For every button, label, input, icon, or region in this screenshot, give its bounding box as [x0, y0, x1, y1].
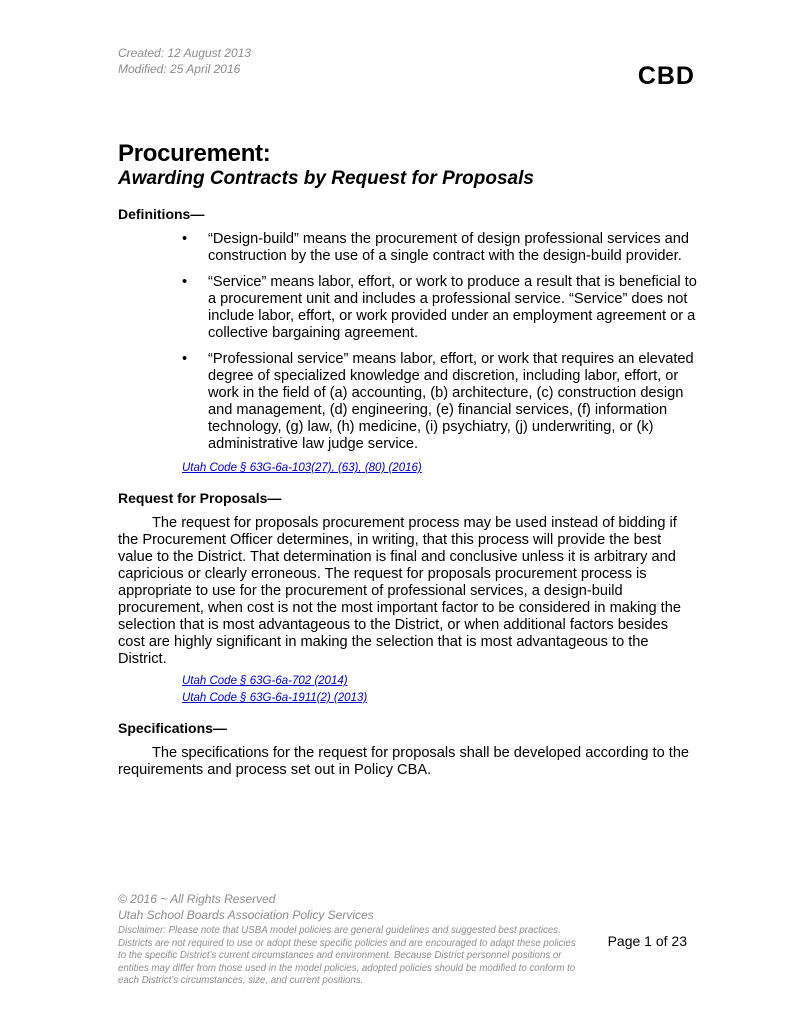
definitions-citation-block: [118, 459, 698, 476]
rfp-citation-link[interactable]: Utah Code § 63G-6a-1911(2) (2013): [182, 692, 368, 704]
organization-name: Utah School Boards Association Policy Services: [118, 908, 374, 922]
rfp-citations: [118, 672, 698, 706]
definitions-list: [118, 231, 698, 453]
definitions-heading: Definitions—: [118, 206, 205, 222]
page-number: Page 1 of 23: [607, 933, 687, 949]
rfp-heading: Request for Proposals—: [118, 490, 282, 506]
definition-item: • “Professional service” means labor, effort, or work that requires an elevated degree of specialized knowledge and discretion, including labor, effort, or work in the field of (a) accounting, (b) architecture, (c) construction design and management, (d) engineering, (e) financial services, (f) information technology, (g) law, (h) medicine, (i) psychiatry, (j) underwriting, or (k) administrative law judge service.: [208, 351, 698, 453]
specifications-paragraph: The specifications for the request for proposals shall be developed according to the requirements and process set out in Policy CBA.: [118, 745, 690, 778]
rfp-citation-link[interactable]: Utah Code § 63G-6a-702 (2014): [182, 675, 348, 687]
modified-date: Modified: 25 April 2016: [118, 62, 241, 76]
page-subtitle: Awarding Contracts by Request for Proposals: [118, 168, 534, 189]
policy-code: CBD: [637, 62, 695, 90]
document-dates: [118, 45, 251, 77]
created-date: Created: 12 August 2013: [118, 46, 251, 60]
page-title: Procurement:: [118, 140, 271, 167]
specifications-heading: Specifications—: [118, 720, 227, 736]
rfp-paragraph: The request for proposals procurement process may be used instead of bidding if the Procurement Officer determines, in writing, that this process will provide the best value to the District. That determination is final and conclusive unless it is arbitrary and capricious or clearly erroneous. The request for proposals procurement process is appropriate to use for the procurement of professional services, a design-build procurement, when cost is not the most important factor to be considered in making the selection that is most advantageous to the District, or when additional factors besides cost are highly significant in making the selection that is most advantageous to the District.: [118, 515, 681, 667]
footer-rights: [118, 891, 374, 923]
definition-item: • “Service” means labor, effort, or work to produce a result that is beneficial to a procurement unit and includes a professional service. “Service” does not include labor, effort, or work provided under an employment agreement or a collective bargaining agreement.: [208, 274, 698, 342]
definitions-citation-link[interactable]: Utah Code § 63G-6a-103(27), (63), (80) (2016): [182, 462, 422, 474]
definition-item: • “Design-build” means the procurement of design professional services and construction by the use of a single contract with the design-build provider.: [208, 231, 698, 265]
disclaimer-text: Disclaimer: Please note that USBA model policies are general guidelines and suggested best practices. Districts are not required to use or adopt these specific policies and are encouraged to adapt these policies to the specific District’s current circumstances and environment. Because District personnel positions or entities may differ from those used in the model policies, adopted policies should be modified to conform to each District’s circumstances, size, and current positions.: [118, 925, 576, 986]
document-body: [118, 206, 698, 779]
copyright-text: © 2016 ~ All Rights Reserved: [118, 892, 276, 906]
